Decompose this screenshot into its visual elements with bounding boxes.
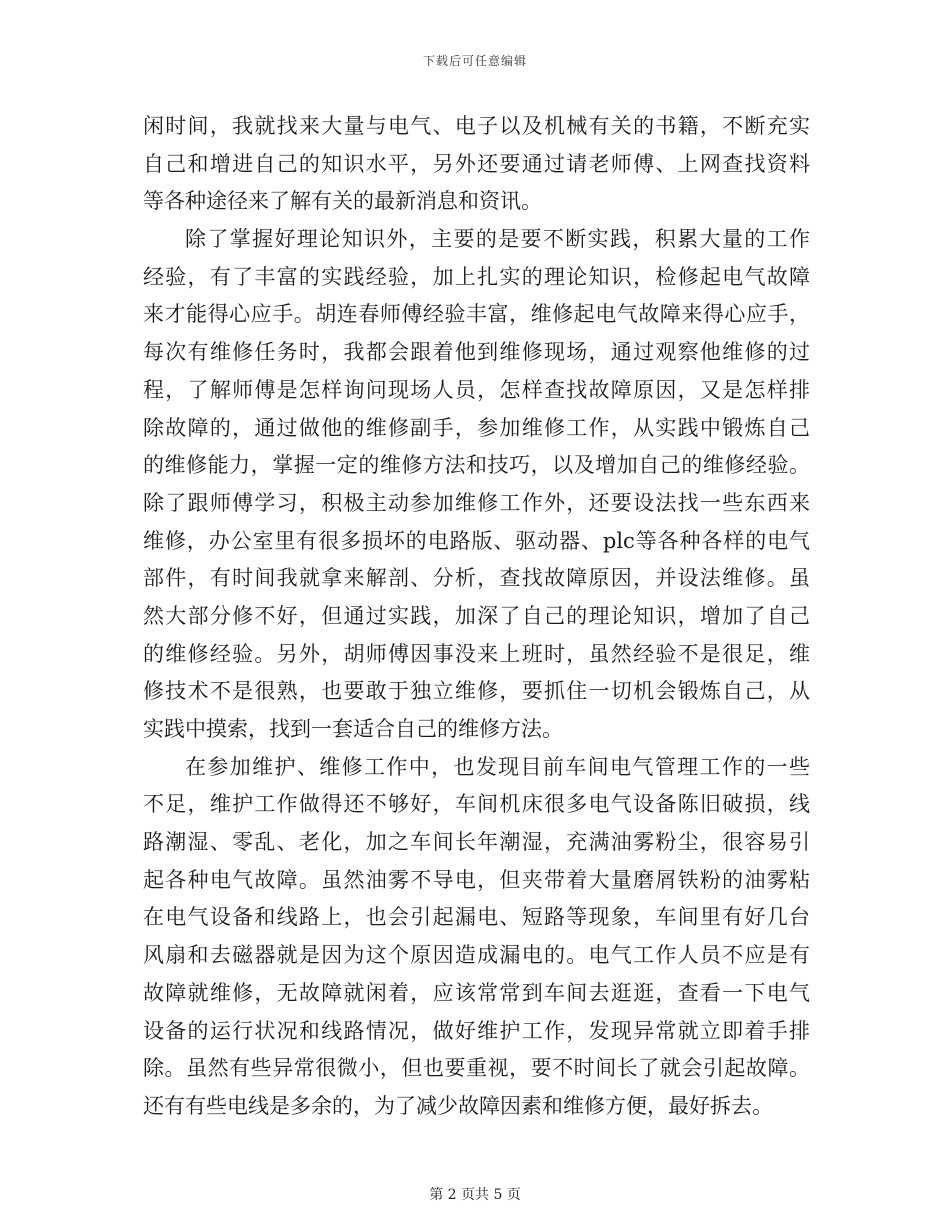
- paragraph: [143, 221, 810, 749]
- text-line: 在参加维护、维修工作中，也发现目前车间电气管理工作的一些: [185, 754, 810, 779]
- document-body: [143, 108, 810, 1126]
- text-line: 闲时间，我就找来大量与电气、电子以及机械有关的书籍，不断充实: [143, 114, 810, 138]
- paragraph: [143, 108, 810, 221]
- text-line: 除了跟师傅学习，积极主动参加维修工作外，还要设法找一些东西来: [143, 490, 810, 515]
- text-line: 修技术不是很熟，也要敢于独立维修，要抓住一切机会锻炼自己，从: [143, 679, 810, 704]
- text-line: 还有有些电线是多余的，为了减少故障因素和维修方便，最好拆去。: [143, 1093, 773, 1118]
- text-line: 的维修能力，掌握一定的维修方法和技巧，以及增加自己的维修经验。: [143, 453, 810, 478]
- text-line: 的维修经验。另外，胡师傅因事没来上班时，虽然经验不是很足，维: [143, 641, 810, 666]
- text-line: 除了掌握好理论知识外，主要的是要不断实践，积累大量的工作: [185, 227, 810, 252]
- text-line: 然大部分修不好，但通过实践，加深了自己的理论知识，增加了自己: [143, 603, 810, 628]
- text-line: 风扇和去磁器就是因为这个原因造成漏电的。电气工作人员不应是有: [143, 943, 810, 968]
- text-line: 程，了解师傅是怎样询问现场人员，怎样查找故障原因，又是怎样排: [143, 377, 810, 402]
- text-line: 等各种途径来了解有关的最新消息和资讯。: [143, 189, 542, 214]
- page-number: 第 2 页共 5 页: [429, 1187, 521, 1203]
- text-line: 自己和增进自己的知识水平，另外还要通过请老师傅、上网查找资料: [143, 151, 810, 176]
- text-line: 起各种电气故障。虽然油雾不导电，但夹带着大量磨屑铁粉的油雾粘: [143, 867, 810, 892]
- text-line: 实践中摸索，找到一套适合自己的维修方法。: [143, 717, 563, 741]
- text-line: 故障就维修，无故障就闲着，应该常常到车间去逛逛，查看一下电气: [143, 980, 810, 1005]
- text-line: 设备的运行状况和线路情况，做好维护工作，发现异常就立即着手排: [143, 1018, 810, 1043]
- page-header: 下载后可任意编辑: [422, 54, 527, 68]
- text-line: 部件，有时间我就拿来解剖、分析，查找故障原因，并设法维修。虽: [143, 566, 810, 591]
- text-line: 路潮湿、零乱、老化，加之车间长年潮湿，充满油雾粉尘，很容易引: [143, 830, 810, 855]
- text-line: 来才能得心应手。胡连春师傅经验丰富，维修起电气故障来得心应手，: [143, 302, 810, 327]
- paragraph: [143, 749, 810, 1126]
- text-line: 除。虽然有些异常很微小，但也要重视，要不时间长了就会引起故障。: [143, 1056, 810, 1081]
- text-line: 每次有维修任务时，我都会跟着他到维修现场，通过观察他维修的过: [143, 340, 810, 365]
- text-line: 维修，办公室里有很多损坏的电路版、驱动器、plc等各种各样的电气: [143, 528, 810, 553]
- text-line: 除故障的，通过做他的维修副手，参加维修工作，从实践中锻炼自己: [143, 415, 810, 440]
- text-line: 经验，有了丰富的实践经验，加上扎实的理论知识，检修起电气故障: [143, 264, 810, 289]
- text-line: 不足，维护工作做得还不够好，车间机床很多电气设备陈旧破损，线: [143, 792, 810, 817]
- text-line: 在电气设备和线路上，也会引起漏电、短路等现象，车间里有好几台: [143, 905, 810, 930]
